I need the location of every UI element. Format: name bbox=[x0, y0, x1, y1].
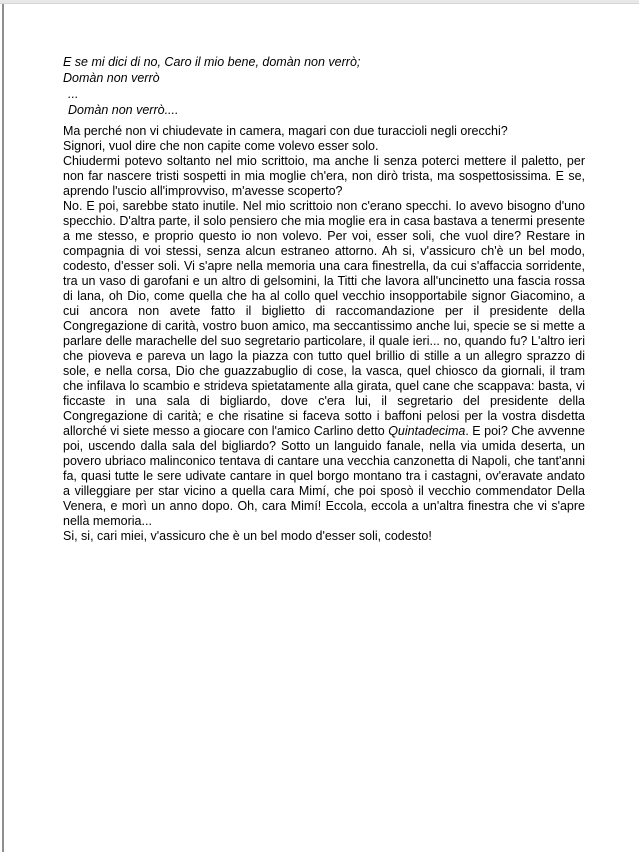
paragraph-main-nickname-italic: Quintadecima bbox=[388, 424, 466, 438]
window-top-edge bbox=[0, 0, 639, 4]
paragraph-main-text-a: No. E poi, sarebbe stato inutile. Nel mio scrittoio non c'erano specchi. Io avevo bisogno d'uno specchio. D'altra parte, il solo pensiero che mia moglie era in casa bastava a tenermi presente a me stesso, e proprio questo io non volevo. Per voi, esser soli, che vuol dire? Restare in compagnia di voi stessi, senza alcun estraneo attorno. Ah si, v'assicuro ch'è un bel modo, codesto, d'esser soli. Vi s'apre nella memoria una cara finestrella, da cui s'affaccia sorridente, tra un vaso di garofani e un altro di gelsomini, la Titti che lavora all'uncinetto una fascia rossa di lana, oh Dio, come quella che ha al collo quel vecchio insopportabile signor Giacomino, a cui ancora non avete fatto il biglietto di raccomandazione per il presidente della Congregazione di carità, vostro buon amico, ma seccantissimo anche lui, specie se si mette a parlare delle marachelle del suo segretario particolare, il quale ieri... no, quando fu? L'altro ieri che pioveva e pareva un lago la piazza con tutto quel brillio di stille a un allegro sprazzo di sole, e nella corsa, Dio che guazzabuglio di cose, la vasca, quel chiosco da giornali, il tram che infilava lo scambio e strideva spietatamente alla girata, quel cane che scappava: basta, vi ficcaste in una sala di bigliardo, dove c'era lui, il segretario del presidente della Congregazione di carità; e che risatine si faceva sotto i baffoni pelosi per la vostra disdetta allorché vi siete messo a giocare con l'amico Carlino detto bbox=[63, 199, 585, 438]
paragraph-closing: Si, si, cari miei, v'assicuro che è un bel modo d'esser soli, codesto! bbox=[63, 529, 432, 543]
paragraph-main bbox=[63, 199, 585, 529]
verse-line-1: E se mi dici di no, Caro il mio bene, domàn non verrò; bbox=[63, 55, 361, 69]
paragraph-question: Ma perché non vi chiudevate in camera, magari con due turaccioli negli orecchi? bbox=[63, 124, 508, 138]
verse-line-4: Domàn non verrò.... bbox=[68, 103, 179, 117]
verse-ellipsis-line: ... bbox=[68, 87, 79, 101]
paragraph-answer: Signori, vuol dire che non capite come volevo esser solo. bbox=[63, 139, 379, 153]
window-left-edge bbox=[2, 4, 4, 852]
verse-block bbox=[63, 54, 585, 118]
page-content bbox=[63, 54, 585, 544]
verse-line-2: Domàn non verrò bbox=[63, 71, 160, 85]
paragraph-scrittoio: Chiudermi potevo soltanto nel mio scrittoio, ma anche li senza poterci mettere il paletto, per non far nascere tristi sospetti in mia moglie ch'era, non dirò trista, ma sospettosissima. E se, aprendo l'uscio all'improvviso, m'avesse scoperto? bbox=[63, 154, 585, 198]
paragraph-main-text-b: . E poi? Che avvenne poi, uscendo dalla sala del bigliardo? Sotto un languido fanale, nella via umida deserta, un povero ubriaco malinconico tentava di cantare una vecchia canzonetta di Napoli, che tant'anni fa, quasi tutte le sere udivate cantare in quel borgo montano tra i castagni, ov'eravate andato a villeggiare per star vicino a quella cara Mimí, che poi sposò il vecchio commendator Della Venera, e morì un anno dopo. Oh, cara Mimí! Eccola, eccola a un'altra finestra che vi s'apre nella memoria... bbox=[63, 424, 586, 528]
